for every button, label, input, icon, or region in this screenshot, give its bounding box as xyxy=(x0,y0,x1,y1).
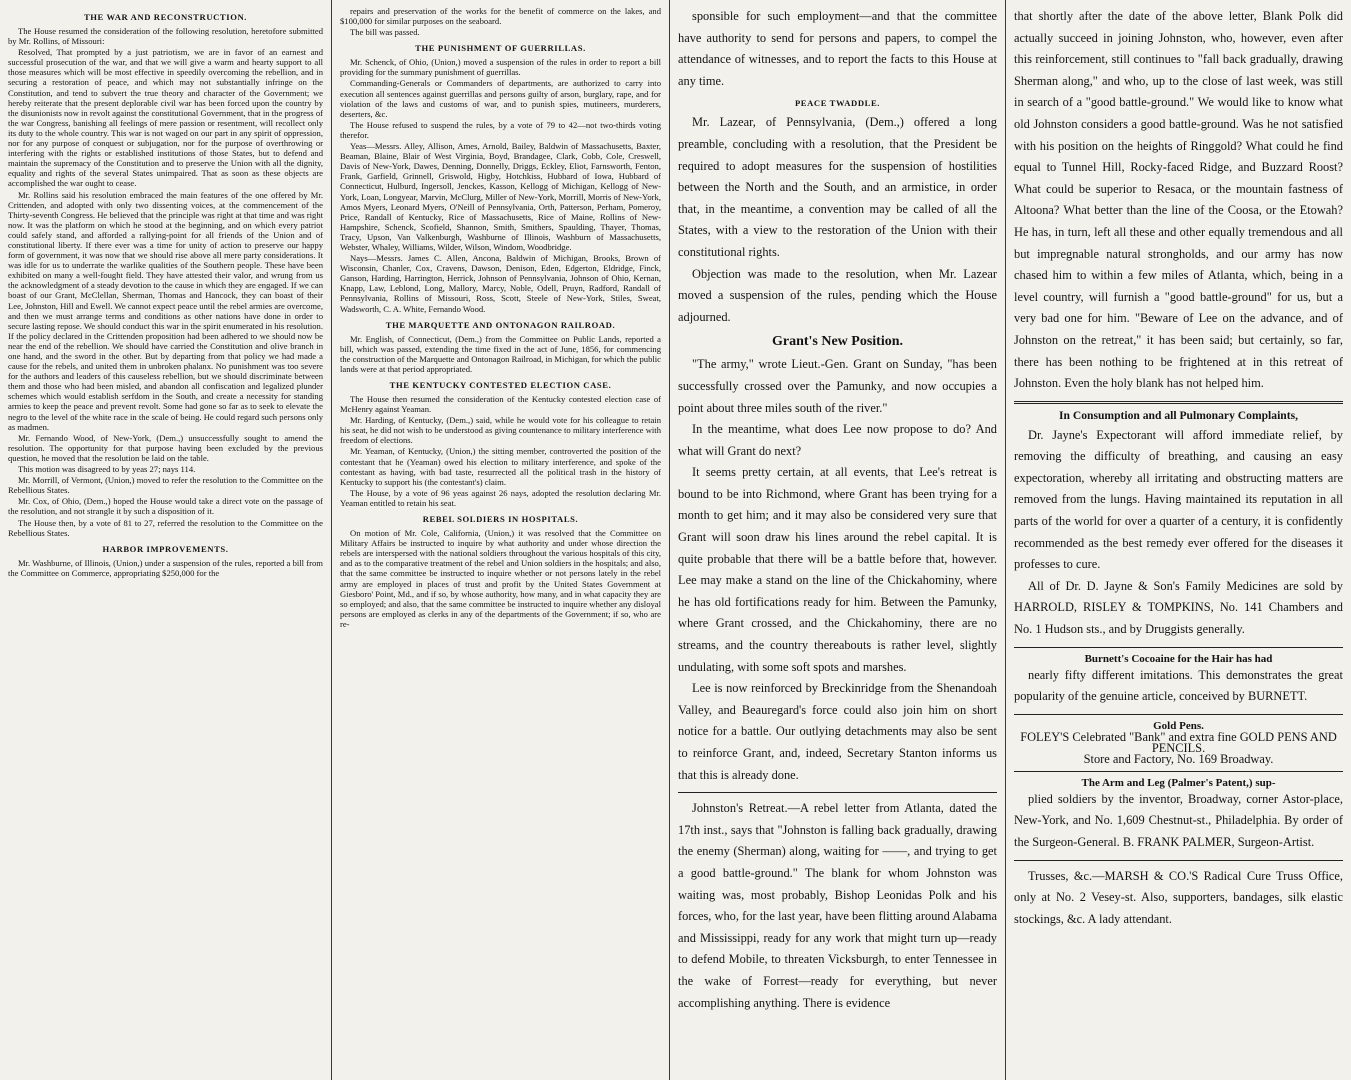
advertisement-text: plied soldiers by the inventor, Broadway, corner Astor-place, New-York, and No. 1,609 Chestnut-st., Philadelphia. By order of the Surgeon-General. B. FRANK PALMER, Surgeon-Artist. xyxy=(1014,791,1343,849)
paragraph: Mr. Fernando Wood, of New-York, (Dem.,) unsuccessfully sought to amend the resolution. The opportunity for that purpose having been excluded by the previous question, he moved that the resolution be laid on the table. xyxy=(8,432,323,463)
divider xyxy=(1014,401,1343,404)
paragraph: Mr. Lazear, of Pennsylvania, (Dem.,) offered a long preamble, concluding with a resolution, that the President be required to adopt measures for the suspension of hostilities between the North and the South, and an armistice, in order that, in the meantime, a convention may be called of all the States, with a view to the restoration of the Union with their constitutional rights. xyxy=(678,115,997,259)
paragraph: Resolved, That prompted by a just patriotism, we are in favor of an earnest and successful prosecution of the war, and that we will give a warm and hearty support to all those measures which will be most effective in speedily overcoming the rebellion, and in securing a restoration of peace, and which may not substantially infringe on the Constitution, and tend to subvert the true theory and character of the Government; we hereby reiterate that the present deplorable civil war has been forced upon the country by the disunionists now in revolt against the constitutional Government, that in the progress of the war Congress, banishing all feelings of mere passion or resentment, will recollect only its duty to the whole country. This war is not waged on our part in any spirit of oppression, nor for any purpose of conquest or subjugation, nor for the purpose of overthrowing or interfering with the rights or established institutions of those States, but to defend and maintain the supremacy of the Constitution and to preserve the Union with all the dignity, equality and rights of the several States unimpaired. That as soon as these objects are accomplished the war ought to cease. xyxy=(8,47,323,189)
paragraph: Mr. Yeaman, of Kentucky, (Union,) the sitting member, controverted the position of the contestant that he (Yeaman) owed his election to military interference, and spoke of the contestant as having, with bad taste, resurrected all the political trash in the history of Kentucky to support his (the contestant's) claim. xyxy=(340,446,661,487)
advertisement-text: Dr. Jayne's Expectorant will afford immediate relief, by removing the difficulty of breathing, and causing an easy expectoration, whereby all irritating and obstructing matters are removed from the lungs. Having maintained its reputation in all parts of the world for over a quarter of a century, it is confidently recommended as the best remedy ever offered for the diseases it professes to cure. xyxy=(1014,427,1343,572)
advertisement-title: Burnett's Cocoaine for the Hair has had xyxy=(1084,652,1273,665)
advertisement-text: FOLEY'S Celebrated "Bank" and extra fine GOLD PENS AND PENCILS. xyxy=(1020,729,1337,755)
section-heading: THE KENTUCKY CONTESTED ELECTION CASE. xyxy=(389,380,612,390)
paragraph: The House resumed the consideration of the following resolution, heretofore submitted by Mr. Rollins, of Missouri: xyxy=(8,26,323,47)
paragraph: Yeas—Messrs. Alley, Allison, Ames, Arnold, Bailey, Baldwin of Massachusetts, Baxter, Beaman, Blaine, Blair of West Virginia, Boyd, Brandagee, Clark, Cobb, Cole, Creswell, Davis of New-York, Dawes, Denning, Donnelly, Driggs, Eckley, Eliot, Farnsworth, Fenton, Frank, Garfield, Grinnell, Griswold, Higby, Hotchkiss, Hubbard of Iowa, Hubbard of Connecticut, Hulburd, Ingersoll, Jenckes, Kasson, Kellogg of Michigan, Kellogg of New-York, Loan, Longyear, Marvin, McClurg, Miller of New-York, Morrill, Morris of New-York, Amos Myers, Leonard Myers, O'Neill of Pennsylvania, Orth, Patterson, Perham, Pomeroy, Price, Randall of Kentucky, Rice of Massachusetts, Rice of Maine, Rollins of New-Hampshire, Schenck, Scofield, Shannon, Smith, Smithers, Spaulding, Thayer, Thomas, Tracy, Upson, Van Valkenburgh, Washburne of Illinois, Washburn of Massachusetts, Webster, Whaley, Williams, Wilder, Wilson, Windom, Woodbridge. xyxy=(340,141,661,252)
article-paragraph: It seems pretty certain, at all events, that Lee's retreat is bound to be into Richmond, where Grant has been trying for a month to get him; and it may also be considered very sure that Grant will soon draw his lines around the rebel capital. It is quite probable that there will be a battle before that, however. Lee may make a stand on the line of the Chickahominy, where he has old fortifications ready for him. Between the Pamunky, where Grant crossed, and the Chickahominy, there are no streams, and the country thereabouts is rather level, slightly undulating, with some soft spots and marshes. xyxy=(678,465,997,674)
advertisement xyxy=(1014,729,1343,755)
article-heading: Grant's New Position. xyxy=(771,334,904,350)
advertisement-heading: In Consumption and all Pulmonary Complaints, xyxy=(1058,408,1299,422)
article-paragraph: Johnston's Retreat.—A rebel letter from Atlanta, dated the 17th inst., says that "Johnston is falling back gradually, drawing the enemy (Sherman) along, waiting for ——, and trying to get a good battle-ground." The blank for whom Johnston was waiting was, most probably, Bishop Leonidas Polk and his forces, who, for the last year, have been flitting around Alabama and Mississippi, ready for any work that might turn up—ready to defend Mobile, to threaten Vicksburgh, to enter Tennessee in the wake of Forrest—ready for everything, but never accomplishing anything. There is evidence xyxy=(678,801,997,1010)
article-paragraph: In the meantime, what does Lee now propose to do? And what will Grant do next? xyxy=(678,422,997,458)
advertisement xyxy=(1014,425,1343,576)
section-heading: THE PUNISHMENT OF GUERRILLAS. xyxy=(415,43,586,54)
paragraph: Mr. Rollins said his resolution embraced the main features of the one offered by Mr. Crittenden, and adopted with only two dissenting voices, at the commencement of the Thirty-seventh Congress. He believed that the principle was right at that time and was right now. It was the platform on which he stood at the beginning, and on which every patriot could safely stand, and afforded a rallying-point for all friends of the Union and of constitutional liberty. If there ever was a time for unity of action to preserve our happy form of government, it was now that we should rise above all mere party considerations. It was idle for us to underrate the warlike qualities of the Southern people. These have been exhibited on many a well-fought field. They have attested their valor, and wrung from us the acknowledgment of a steady devotion to the cause in which they are engaged. If we can boast of our Grant, McClellan, Sherman, Thomas and Hancock, they can boast of their Lee, Johnston, Hill and Ewell. We cannot expect peace until the rebel armies are overcome, and then we must arrange terms and conditions as other nations have done in order to secure lasting repose. We should conduct this war in the spirit enumerated in his resolution. If the policy declared in the Crittenden proposition had been adhered to we should now be near the end of the rebellion. We should have carried the Constitution and olive branch in one hand, and the sword in the other. But by departing from that policy we had made a cause for the rebels, and united them in unbroken phalanx. No punishment was too severe for the authors and leaders of this causeless rebellion, but we should discriminate between them and those who had been misled, and abandon all confiscation and legalized plunder schemes which would establish serfdom in the South, and create a necessity for standing armies to keep the peace and prevent revolt. Some had gone so far as to seek to elevate the negro to the level of the white race in the scale of being. He could regard such persons only as madmen. xyxy=(8,189,323,432)
article-paragraph: "The army," wrote Lieut.-Gen. Grant on Sunday, "has been successfully crossed over the Pamunky, and now occupies a point about three miles south of the river." xyxy=(678,357,997,415)
divider xyxy=(1014,647,1343,648)
paragraph: The bill was passed. xyxy=(350,27,420,38)
paragraph: Nays—Messrs. James C. Allen, Ancona, Baldwin of Michigan, Brooks, Brown of Wisconsin, Chanler, Cox, Cravens, Dawson, Denison, Eden, Edgerton, Eldridge, Finck, Ganson, Harding, Harrington, Herrick, Johnson of Pennsylvania, Johnson of Ohio, Kernan, Knapp, Law, Leblond, Long, Mallory, Marcy, Noble, Odell, Pruyn, Radford, Randall of Pennsylvania, Rollins of Missouri, Ross, Scott, Steele of New-York, Stiles, Sweat, Wadsworth, C. A. White, Fernando Wood. xyxy=(340,253,661,314)
paragraph: Commanding-Generals or Commanders of departments, are authorized to carry into execution all sentences against guerrillas and persons guilty of arson, burglary, rape, and for violation of the laws and customs of war, and to punish spies, mutineers, murderers, deserters, &c. xyxy=(340,78,661,119)
paragraph: Mr. Washburne, of Illinois, (Union,) under a suspension of the rules, reported a bill from the Committee on Commerce, appropriating $250,000 for the xyxy=(8,557,323,578)
advertisement xyxy=(1014,653,1343,665)
advertisement-text: All of Dr. D. Jayne & Son's Family Medicines are sold by HARROLD, RISLEY & TOMPKINS, No. 141 Chambers and No. 1 Hudson sts., and by Druggists generally. xyxy=(1014,578,1343,637)
advertisement-text: Trusses, &c.—MARSH & CO.'S Radical Cure Truss Office, only at No. 2 Vesey-st. Also, supporters, bandages, silk elastic stockings, &c. A lady attendant. xyxy=(1014,868,1343,926)
paragraph: repairs and preservation of the works for the benefit of commerce on the lakes, and $100,000 for similar purposes on the seaboard. xyxy=(340,6,661,27)
advertisement-title: The Arm and Leg (Palmer's Patent,) sup- xyxy=(1081,776,1276,789)
advertisement-text: Store and Factory, No. 169 Broadway. xyxy=(1083,751,1274,766)
section-heading: PEACE TWADDLE. xyxy=(794,98,881,109)
advertisement-title: Gold Pens. xyxy=(1153,719,1204,732)
advertisement xyxy=(1014,665,1343,708)
article-paragraph: that shortly after the date of the above letter, Blank Polk did actually succeed in joining Johnston, who, however, even after this reinforcement, still continues to "fall back gradually, drawing Sherman along," and who, up to the close of last week, was still in search of a "good battle-ground." We would like to know what old Johnston considers a good battle-ground. Was he not satisfied with his position on the heights of Ringgold? What could he find equal to Tunnel Hill, Rocky-faced Ridge, and Buzzard Roost? What could be superior to Resaca, or the mountain fastness of Altoona? What better than the line of the Coosa, or the Etowah? He has, in turn, left all these and other equally tremendous and all but impregnable natural strongholds, and our army has now chased him to within a few miles of Atlanta, which, being in a level country, will furnish a "good battle-ground" for us, but a very bad one for him. "Beware of Lee on the advance, and of Johnston on the retreat," it has been said; but certainly, so far, there has been nothing to be frightened at in this retreat of Johnston. Even the holy blank has not helped him. xyxy=(1014,9,1343,391)
section-heading: THE MARQUETTE AND ONTONAGON RAILROAD. xyxy=(385,319,616,330)
section-heading: REBEL SOLDIERS IN HOSPITALS. xyxy=(422,514,579,525)
paragraph: The House refused to suspend the rules, by a vote of 79 to 42—not two-thirds voting therefor. xyxy=(340,119,661,140)
column-2 xyxy=(332,0,670,1080)
advertisement xyxy=(1014,789,1343,854)
paragraph: The House, by a vote of 96 yeas against 26 nays, adopted the resolution declaring Mr. Yeaman entitled to retain his seat. xyxy=(340,487,661,508)
advertisement xyxy=(1014,866,1343,931)
divider xyxy=(678,792,997,793)
paragraph: This motion was disagreed to by yeas 27; nays 114. xyxy=(18,464,196,475)
advertisement xyxy=(1014,751,1343,766)
section-heading: HARBOR IMPROVEMENTS. xyxy=(102,543,229,554)
advertisement-text: nearly fifty different imitations. This demonstrates the great popularity of the genuine article, conceived by BURNETT. xyxy=(1014,667,1343,704)
paragraph: The House then resumed the consideration of the Kentucky contested election case of McHenry against Yeaman. xyxy=(340,394,661,415)
paragraph: Mr. Cox, of Ohio, (Dem.,) hoped the House would take a direct vote on the passage of the resolution, and not strangle it by such a disposition of it. xyxy=(8,496,323,517)
section-heading: THE WAR AND RECONSTRUCTION. xyxy=(83,12,248,22)
paragraph: On motion of Mr. Cole, California, (Union,) it was resolved that the Committee on Military Affairs be instructed to inquire by what authority and under whose direction the rebels are interspersed with the national soldiers throughout the various hospitals of this city, and as to the comparative treatment of the rebel and Union soldiers in the hospitals; and also, that the same committee be instructed to inquire whether or not persons lately in the rebel army are employed in places of trust and profit by the United States Government at Giesboro' Point, Md., and if so, by whose authority, how many, and in what capacity they are so employed; and also, that the same committee be instructed to inquire whether any disloyal persons are employed as clerks in any of the departments of the Government; if so, who are re- xyxy=(340,528,661,629)
paragraph: Mr. Schenck, of Ohio, (Union,) moved a suspension of the rules in order to report a bill providing for the summary punishment of guerrillas. xyxy=(340,57,661,78)
column-4 xyxy=(1006,0,1351,1080)
advertisement xyxy=(1014,777,1343,789)
advertisement xyxy=(1014,576,1343,641)
paragraph: sponsible for such employment—and that the committee have authority to send for persons and papers, to compel the attendance of witnesses, and to report the facts to this House at any time. xyxy=(678,9,997,88)
column-3 xyxy=(670,0,1006,1080)
paragraph: The House then, by a vote of 81 to 27, referred the resolution to the Committee on the Rebellious States. xyxy=(8,517,323,538)
paragraph: Objection was made to the resolution, when Mr. Lazear moved a suspension of the rules, pending which the House adjourned. xyxy=(678,266,997,324)
paragraph: Mr. Harding, of Kentucky, (Dem.,) said, while he would vote for his colleague to retain his seat, he did not wish to be understood as giving countenance to military interference with freedom of elections. xyxy=(340,415,661,446)
paragraph: Mr. Morrill, of Vermont, (Union,) moved to refer the resolution to the Committee on the Rebellious States. xyxy=(8,475,323,496)
divider xyxy=(1014,860,1343,861)
divider xyxy=(1014,714,1343,715)
paragraph: Mr. English, of Connecticut, (Dem.,) from the Committee on Public Lands, reported a bill, which was passed, extending the time fixed in the act of June, 1856, for commencing the construction of the Marquette and Ontonagon Railroad, in Michigan, for which the public lands were at that period appropriated. xyxy=(340,333,661,374)
column-1 xyxy=(0,0,332,1080)
article-paragraph: Lee is now reinforced by Breckinridge from the Shenandoah Valley, and Beauregard's force could also join him on short notice for a battle. Our outlying detachments may also be sent to reinforce Grant, and, indeed, Secretary Stanton informs us that this is already done. xyxy=(678,681,997,782)
divider xyxy=(1014,771,1343,772)
